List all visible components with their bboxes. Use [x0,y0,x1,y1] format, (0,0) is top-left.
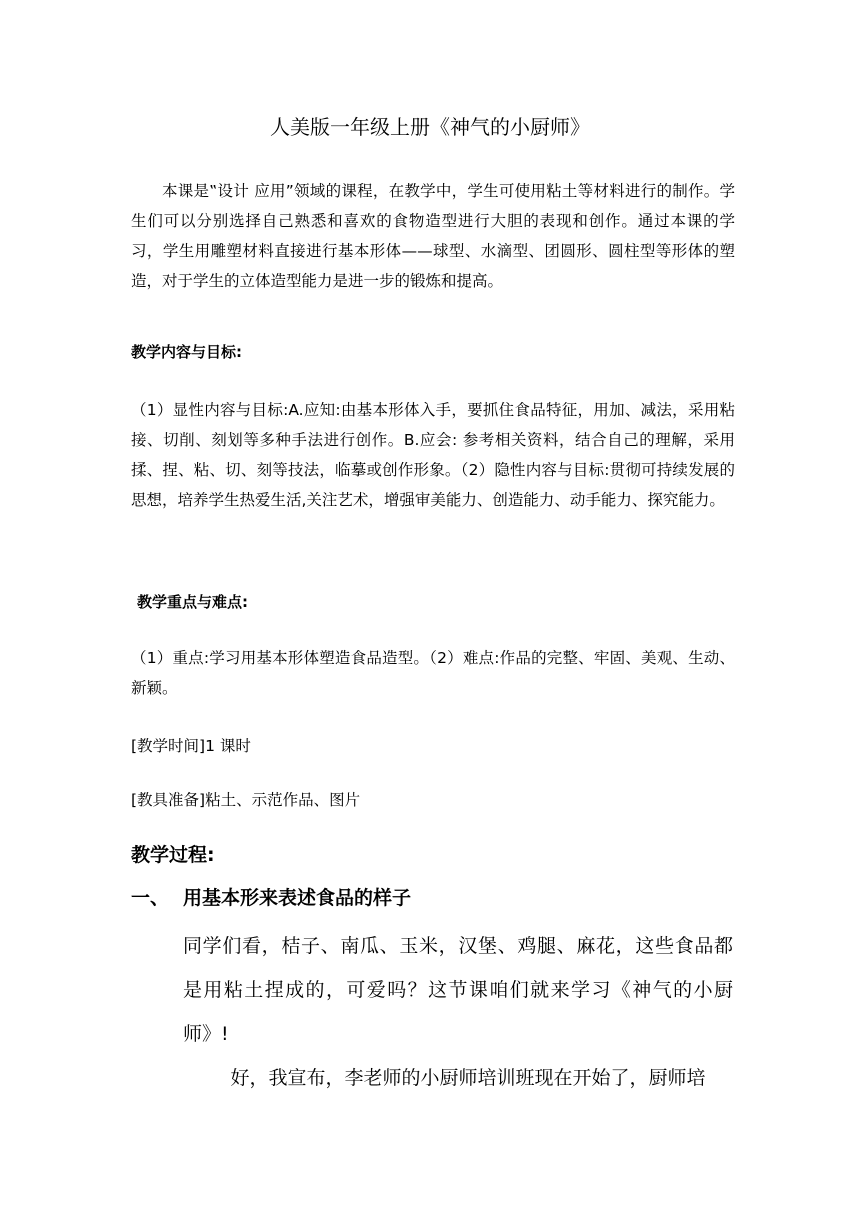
key-points-heading: 教学重点与难点: [137,593,248,611]
teaching-tools: [教具准备]粘土、示范作品、图片 [131,791,361,809]
document-title: 人美版一年级上册《神气的小厨师》 [270,115,590,139]
step-number: 一、 [131,887,170,909]
key-points-paragraph: （1）重点:学习用基本形体塑造食品造型。（2）难点:作品的完整、牢固、美观、生动、新颖。 [131,649,735,697]
goals-paragraph: （1）显性内容与目标:A.应知:由基本形体入手，要抓住食品特征，用加、减法，采用粘接、切削、刻划等多种手法进行创作。B.应会: 参考相关资料，结合自己的理解，采用揉、捏、粘、切、刻等技法，临摹或创作形象。（2）隐性内容与目标:贯彻可持续发展的思想，培养学生热爱生活,关注艺术，增强审美能力、创造能力、动手能力、探究能力。 [131,401,735,509]
step-body-paragraph: 同学们看，桔子、南瓜、玉米，汉堡、鸡腿、麻花，这些食品都是用粘土捏成的，可爱吗？这节课咱们就来学习《神气的小厨师》! [183,935,733,1045]
teaching-time: [教学时间]1 课时 [131,737,251,755]
intro-paragraph: 本课是‟设计 应用”领域的课程，在教学中，学生可使用粘土等材料进行的制作。学生们可以分别选择自己熟悉和喜欢的食物造型进行大胆的表现和创作。通过本课的学习，学生用雕塑材料直接进行基本形体——球型、水滴型、团圆形、圆柱型等形体的塑造，对于学生的立体造型能力是进一步的锻炼和提高。 [131,182,735,290]
step-title: 用基本形来表述食品的样子 [183,887,412,909]
goals-heading: 教学内容与目标: [131,343,242,361]
process-heading: 教学过程: [131,844,215,866]
step-body-paragraph-2: 好，我宣布，李老师的小厨师培训班现在开始了，厨师培 [230,1067,706,1089]
